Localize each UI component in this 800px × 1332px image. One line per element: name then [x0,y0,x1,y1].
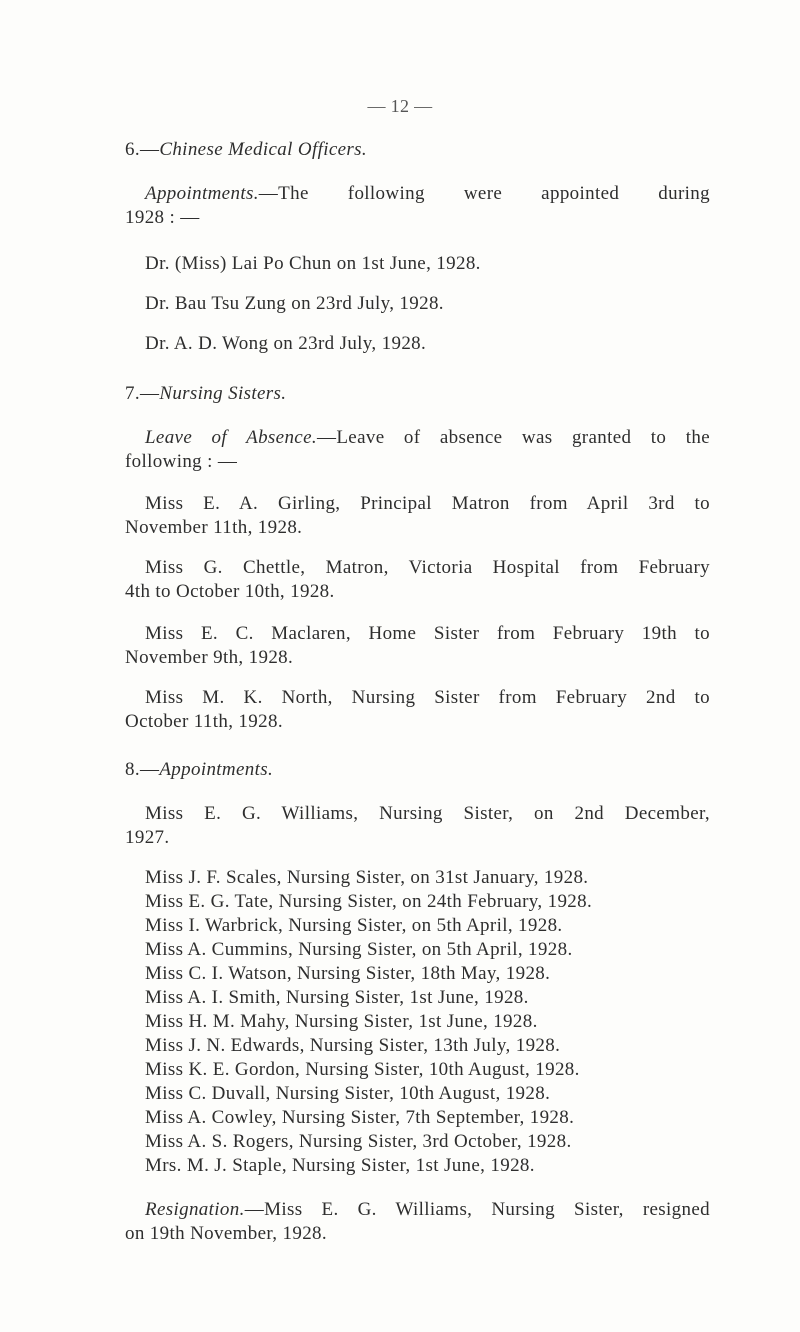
list-item: Dr. (Miss) Lai Po Chun on 1st June, 1928. [145,253,481,274]
resignation-label: Resignation. [145,1199,245,1220]
list-item: Miss J. N. Edwards, Nursing Sister, 13th July, 1928. [145,1035,561,1056]
resignation-paragraph [125,1198,710,1246]
section-6-title: Chinese Medical Officers. [159,139,367,160]
section-6-number: 6.— [125,139,160,160]
list-item: Miss A. Cummins, Nursing Sister, on 5th April, 1928. [145,939,573,960]
section-7-sub-text-1: —Leave of absence was granted to the [316,427,710,448]
leave-paragraph-line-1: Miss E. C. Maclaren, Home Sister from February 19th to [145,623,710,644]
section-6-intro [125,182,710,230]
list-item: Miss A. I. Smith, Nursing Sister, 1st June, 1928. [145,987,529,1008]
list-item: Miss I. Warbrick, Nursing Sister, on 5th April, 1928. [145,915,563,936]
section-8-number: 8.— [125,759,160,780]
section-6-sub-text-2: 1928 : — [125,207,200,228]
appointment-first [125,802,710,850]
list-item: Miss A. Cowley, Nursing Sister, 7th September, 1928. [145,1107,575,1128]
list-item: Miss C. Duvall, Nursing Sister, 10th August, 1928. [145,1083,551,1104]
section-7-heading [125,382,286,406]
section-6-sub-text-1: —The following were appointed during [258,183,710,204]
section-6-heading [125,138,367,162]
section-6-intro-line-1 [145,182,710,206]
leave-paragraph-line-2: October 11th, 1928. [125,711,283,732]
leave-paragraph [125,556,710,604]
list-item: Miss H. M. Mahy, Nursing Sister, 1st June, 1928. [145,1011,538,1032]
resignation-text-1: —Miss E. G. Williams, Nursing Sister, resigned [244,1199,710,1220]
list-item: Miss C. I. Watson, Nursing Sister, 18th May, 1928. [145,963,551,984]
section-7-intro [125,426,710,474]
list-item: Mrs. M. J. Staple, Nursing Sister, 1st June, 1928. [145,1155,535,1176]
list-item: Miss E. G. Tate, Nursing Sister, on 24th February, 1928. [145,891,593,912]
leave-paragraph [125,686,710,734]
list-item: Miss J. F. Scales, Nursing Sister, on 31st January, 1928. [145,867,589,888]
section-7-sub-label: Leave of Absence. [145,427,317,448]
list-item: Miss K. E. Gordon, Nursing Sister, 10th August, 1928. [145,1059,580,1080]
leave-paragraph-line-1: Miss M. K. North, Nursing Sister from February 2nd to [145,687,710,708]
section-7-number: 7.— [125,383,160,404]
list-item: Dr. Bau Tsu Zung on 23rd July, 1928. [145,293,444,314]
leave-paragraph-line-2: November 11th, 1928. [125,517,303,538]
leave-paragraph-line-1: Miss E. A. Girling, Principal Matron from April 3rd to [145,493,710,514]
appointment-first-line-2: 1927. [125,827,170,848]
section-6-sub-label: Appointments. [145,183,259,204]
resignation-text-2: on 19th November, 1928. [125,1223,328,1244]
section-7-title: Nursing Sisters. [159,383,287,404]
leave-paragraph [125,492,710,540]
leave-paragraph-line-1: Miss G. Chettle, Matron, Victoria Hospital from February [145,557,710,578]
appointment-first-line-1: Miss E. G. Williams, Nursing Sister, on 2nd December, [145,803,710,824]
list-item: Dr. A. D. Wong on 23rd July, 1928. [145,333,427,354]
section-7-sub-text-2: following : — [125,451,238,472]
leave-paragraph-line-2: 4th to October 10th, 1928. [125,581,335,602]
resignation-line-1 [145,1198,710,1222]
leave-paragraph [125,622,710,670]
leave-paragraph-line-2: November 9th, 1928. [125,647,294,668]
list-item: Miss A. S. Rogers, Nursing Sister, 3rd October, 1928. [145,1131,572,1152]
page-number: — 12 — [367,96,433,116]
section-8-title: Appointments. [159,759,274,780]
section-7-intro-line-1 [145,426,710,450]
section-8-heading [125,758,273,782]
